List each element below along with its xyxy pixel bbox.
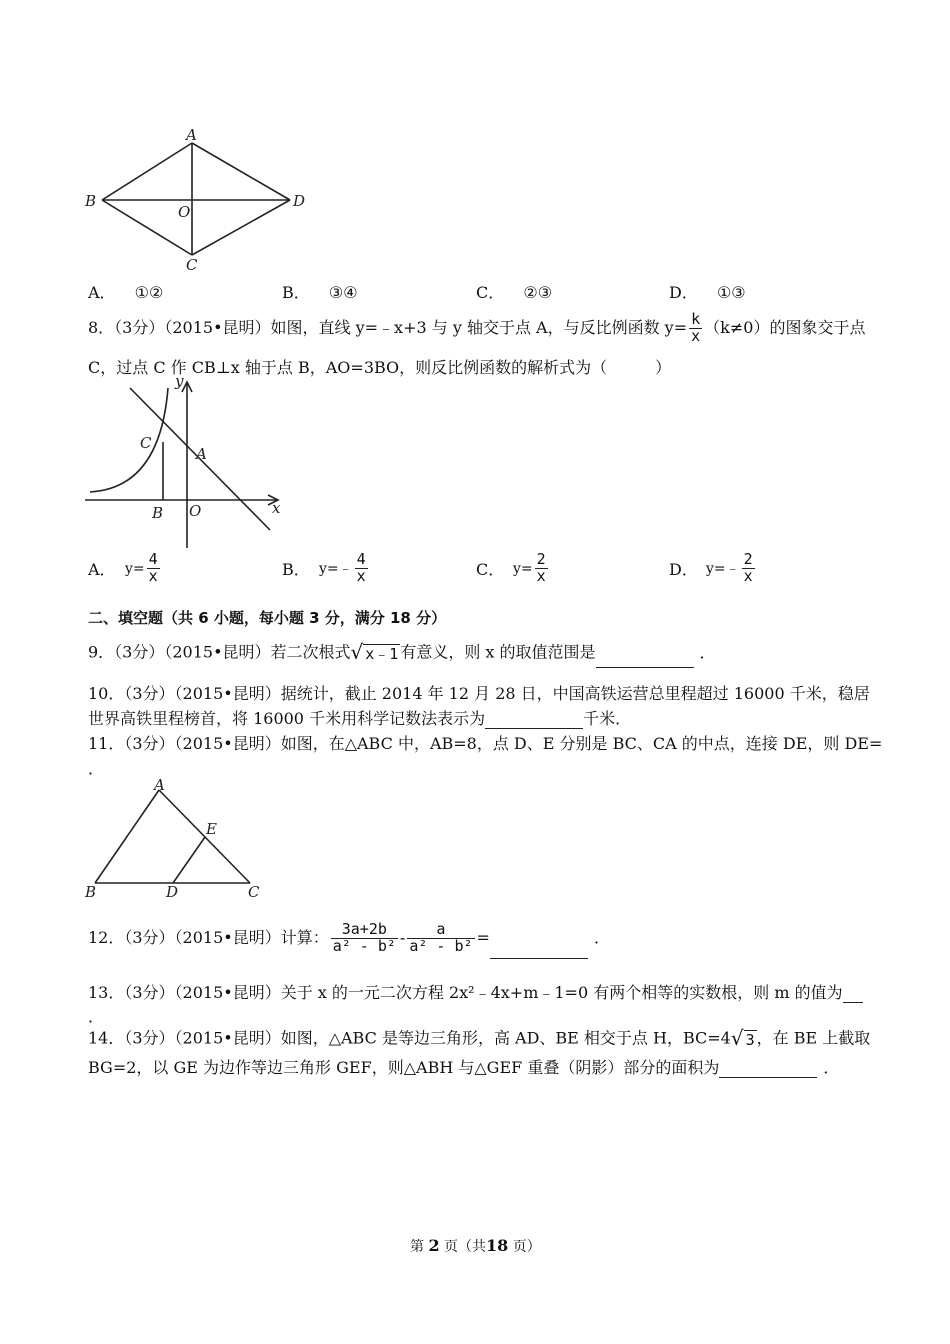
option-expr: y=﹣ bbox=[706, 560, 740, 577]
q9-sqrt bbox=[351, 638, 401, 668]
footer-post: 页） bbox=[512, 1239, 541, 1255]
label-a: A bbox=[154, 776, 165, 794]
footer-mid: 页（共 bbox=[444, 1239, 487, 1255]
label-x: x bbox=[272, 499, 281, 517]
label-b: B bbox=[85, 192, 97, 210]
edge-ad bbox=[192, 143, 290, 200]
q12-minus: - bbox=[399, 928, 406, 947]
q10-answer-blank[interactable] bbox=[485, 709, 583, 729]
q8-function-figure bbox=[80, 370, 290, 555]
option-letter: D． bbox=[669, 283, 698, 302]
fraction-denominator: x bbox=[536, 566, 546, 585]
q14-text-pre: 14．（3分）（2015•昆明）如图，△ABC 是等边三角形，高 AD、BE 相交于点 H，BC=4 bbox=[88, 1028, 731, 1048]
q12 bbox=[88, 918, 610, 959]
option-letter: C． bbox=[476, 283, 505, 302]
edge-dc bbox=[192, 200, 290, 255]
fraction-numerator: 4 bbox=[356, 550, 366, 568]
option-text: ①③ bbox=[716, 283, 746, 302]
current-page-number: 2 bbox=[428, 1236, 440, 1255]
total-page-number: 18 bbox=[486, 1236, 509, 1255]
label-o: O bbox=[189, 502, 202, 520]
q14-sqrt bbox=[731, 1024, 757, 1054]
q14-text-pre2: BG=2，以 GE 为边作等边三角形 GEF，则△ABH 与△GEF 重叠（阴影）部分的面积为 bbox=[88, 1058, 720, 1077]
q12-equals: = bbox=[476, 928, 490, 947]
q13-text: 13．（3分）（2015•昆明）关于 x 的一元二次方程 2x²﹣4x+m﹣1=0 有两个相等的实数根，则 m 的值为 bbox=[88, 983, 843, 1002]
hyperbola-branch bbox=[90, 388, 168, 492]
q13-answer-blank[interactable] bbox=[843, 983, 863, 1003]
edge-ab bbox=[102, 143, 192, 200]
q12-text-pre: 12．（3分）（2015•昆明）计算： bbox=[88, 928, 329, 947]
q8-option-d-letter[interactable]: D． bbox=[669, 560, 698, 579]
sqrt-radicand: 3 bbox=[745, 1031, 755, 1049]
q8-option-b[interactable] bbox=[319, 552, 370, 585]
label-b: B bbox=[152, 504, 164, 522]
q8-option-c[interactable] bbox=[513, 552, 550, 585]
option-text: ③④ bbox=[328, 283, 358, 302]
q14-end: ． bbox=[823, 1058, 840, 1077]
edge-ac bbox=[159, 790, 250, 883]
fraction-denominator: x bbox=[691, 326, 701, 345]
label-o: O bbox=[178, 203, 191, 221]
fraction-numerator: 2 bbox=[536, 550, 546, 568]
q14-line1 bbox=[88, 1024, 870, 1054]
label-d: D bbox=[293, 192, 306, 210]
q7-option-d[interactable] bbox=[669, 280, 746, 303]
q12-fraction-2 bbox=[407, 922, 474, 955]
rhombus-figure bbox=[80, 125, 320, 275]
q9 bbox=[88, 638, 716, 668]
option-expr: y= bbox=[513, 560, 533, 577]
sqrt-icon: √ bbox=[730, 1026, 744, 1050]
q9-text-post: 有意义，则 x 的取值范围是 bbox=[400, 642, 596, 662]
q8-option-a[interactable] bbox=[125, 552, 162, 585]
q7-option-b[interactable] bbox=[282, 280, 358, 303]
option-fraction bbox=[147, 552, 160, 585]
q13-line2: ． bbox=[88, 1007, 105, 1026]
label-a: A bbox=[186, 126, 197, 144]
sqrt-radicand: x﹣1 bbox=[365, 645, 399, 663]
edge-ab bbox=[95, 790, 159, 883]
q11-line2: ． bbox=[88, 759, 105, 778]
label-c: C bbox=[248, 883, 260, 901]
q8-option-a-letter[interactable]: A． bbox=[88, 560, 116, 579]
option-expr: y=﹣ bbox=[319, 560, 353, 577]
q8-text-pre: 8．（3分）（2015•昆明）如图，直线 y=﹣x+3 与 y 轴交于点 A，与反比例函数 y= bbox=[88, 317, 688, 337]
q8-line1 bbox=[88, 312, 865, 345]
q10-text-post: 千米． bbox=[583, 709, 632, 728]
option-fraction bbox=[742, 552, 755, 585]
option-fraction bbox=[535, 552, 548, 585]
label-c: C bbox=[140, 434, 152, 452]
q9-answer-blank[interactable] bbox=[596, 639, 694, 668]
q8-line2: C，过点 C 作 CB⊥x 轴于点 B，AO=3BO，则反比例函数的解析式为（ ） bbox=[88, 358, 672, 377]
option-expr: y= bbox=[125, 560, 145, 577]
option-text: ①② bbox=[134, 283, 164, 302]
sqrt-icon: √ bbox=[350, 640, 364, 664]
q10-text-pre: 世界高铁里程榜首，将 16000 千米用科学记数法表示为 bbox=[88, 709, 486, 728]
q9-end: ． bbox=[699, 642, 716, 662]
q12-end: ． bbox=[593, 928, 610, 947]
q14-answer-blank[interactable] bbox=[719, 1058, 817, 1078]
fraction-numerator: a bbox=[407, 922, 474, 939]
q10-line2 bbox=[88, 706, 631, 729]
q8-option-c-letter[interactable]: C． bbox=[476, 560, 505, 579]
page-footer bbox=[410, 1236, 541, 1256]
q7-option-a[interactable] bbox=[88, 280, 163, 303]
section-heading-fill-in: 二、填空题（共 6 小题，每小题 3 分，满分 18 分） bbox=[88, 609, 447, 627]
q12-fraction-1 bbox=[331, 922, 398, 955]
footer-pre: 第 bbox=[410, 1239, 424, 1255]
q8-option-b-letter[interactable]: B． bbox=[282, 560, 310, 579]
fraction-numerator: k bbox=[691, 310, 701, 328]
q8-option-d[interactable] bbox=[706, 552, 757, 585]
q8-text-post: （k≠0）的图象交于点 bbox=[704, 317, 866, 337]
option-text: ②③ bbox=[523, 283, 553, 302]
fraction-numerator: 4 bbox=[148, 550, 158, 568]
segment-de bbox=[173, 837, 205, 883]
fraction-denominator: x bbox=[148, 566, 158, 585]
q12-answer-blank[interactable] bbox=[490, 918, 588, 959]
option-letter: A． bbox=[88, 283, 116, 302]
label-c: C bbox=[186, 256, 198, 274]
option-letter: B． bbox=[282, 283, 310, 302]
q9-text-pre: 9．（3分）（2015•昆明）若二次根式 bbox=[88, 642, 351, 662]
fraction-numerator: 3a+2b bbox=[331, 922, 398, 939]
fraction-denominator: x bbox=[743, 566, 753, 585]
q8-fraction bbox=[689, 312, 702, 345]
q7-option-c[interactable] bbox=[476, 280, 552, 303]
fraction-denominator: x bbox=[356, 566, 366, 585]
q13-line1 bbox=[88, 980, 863, 1003]
option-fraction bbox=[355, 552, 368, 585]
label-a: A bbox=[196, 445, 207, 463]
label-d: D bbox=[166, 883, 179, 901]
q14-text-post: ，在 BE 上截取 bbox=[756, 1028, 871, 1048]
label-b: B bbox=[85, 883, 97, 901]
label-e: E bbox=[206, 820, 217, 838]
q11-line1: 11．（3分）（2015•昆明）如图，在△ABC 中，AB=8，点 D、E 分别是 BC、CA 的中点，连接 DE，则 DE= bbox=[88, 734, 883, 753]
q10-line1: 10．（3分）（2015•昆明）据统计，截止 2014 年 12 月 28 日，中国高铁运营总里程超过 16000 千米，稳居 bbox=[88, 684, 870, 703]
fraction-denominator: a² - b² bbox=[409, 937, 473, 955]
fraction-numerator: 2 bbox=[743, 550, 753, 568]
label-y: y bbox=[175, 372, 184, 390]
q14-line2 bbox=[88, 1055, 839, 1078]
q11-triangle-figure bbox=[80, 776, 280, 904]
fraction-denominator: a² - b² bbox=[332, 937, 396, 955]
